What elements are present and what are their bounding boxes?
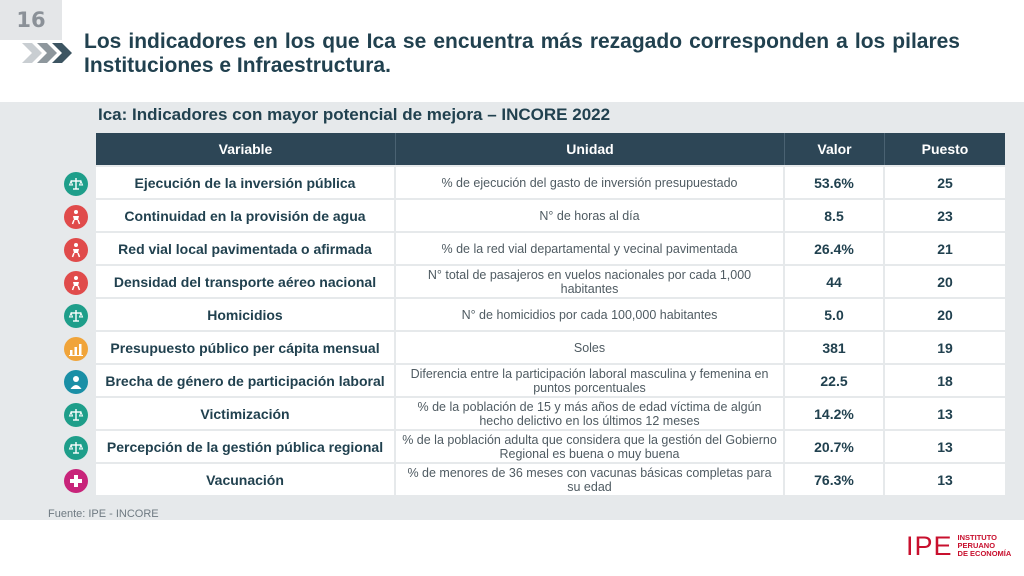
logo-text: INSTITUTO PERUANO DE ECONOMÍA <box>957 533 1012 558</box>
cell-puesto: 19 <box>885 330 1005 363</box>
cell-variable: Vacunación <box>96 462 396 495</box>
cell-puesto: 23 <box>885 198 1005 231</box>
cell-valor: 20.7% <box>785 429 885 462</box>
cell-unidad: N° de homicidios por cada 100,000 habitantes <box>396 297 785 330</box>
cell-puesto: 18 <box>885 363 1005 396</box>
scales-icon <box>64 172 88 196</box>
header-variable: Variable <box>96 133 396 165</box>
source-note: Fuente: IPE - INCORE <box>48 508 159 520</box>
cell-variable: Victimización <box>96 396 396 429</box>
cell-valor: 26.4% <box>785 231 885 264</box>
cell-unidad: % de la población adulta que considera que la gestión del Gobierno Regional es buena o muy buena <box>396 429 785 462</box>
cell-unidad: % de la población de 15 y más años de edad víctima de algún hecho delictivo en los últimos 12 meses <box>396 396 785 429</box>
health-cross-icon <box>64 469 88 493</box>
cell-unidad: Diferencia entre la participación laboral masculina y femenina en puntos porcentuales <box>396 363 785 396</box>
cell-valor: 44 <box>785 264 885 297</box>
cell-valor: 53.6% <box>785 165 885 198</box>
table-row <box>96 231 1005 264</box>
cell-puesto: 13 <box>885 462 1005 495</box>
cell-unidad: Soles <box>396 330 785 363</box>
cell-puesto: 20 <box>885 297 1005 330</box>
table-row <box>96 165 1005 198</box>
cell-variable: Ejecución de la inversión pública <box>96 165 396 198</box>
cell-variable: Red vial local pavimentada o afirmada <box>96 231 396 264</box>
table-row <box>96 363 1005 396</box>
cell-unidad: N° de horas al día <box>396 198 785 231</box>
cell-unidad: % de menores de 36 meses con vacunas básicas completas para su edad <box>396 462 785 495</box>
table-row <box>96 297 1005 330</box>
cell-puesto: 20 <box>885 264 1005 297</box>
pillar-icons-column <box>62 167 90 497</box>
cell-variable: Homicidios <box>96 297 396 330</box>
table-row <box>96 330 1005 363</box>
infrastructure-icon <box>64 238 88 262</box>
table-row <box>96 264 1005 297</box>
table-row <box>96 462 1005 495</box>
page-number: 16 <box>0 0 62 40</box>
cell-valor: 381 <box>785 330 885 363</box>
cell-valor: 22.5 <box>785 363 885 396</box>
ipe-logo <box>906 532 1011 560</box>
table-title: Ica: Indicadores con mayor potencial de mejora – INCORE 2022 <box>98 105 611 124</box>
header-valor: Valor <box>785 133 885 165</box>
scales-icon <box>64 304 88 328</box>
cell-variable: Presupuesto público per cápita mensual <box>96 330 396 363</box>
cell-unidad: N° total de pasajeros en vuelos nacionales por cada 1,000 habitantes <box>396 264 785 297</box>
table-row <box>96 429 1005 462</box>
cell-puesto: 25 <box>885 165 1005 198</box>
slide-headline: Los indicadores en los que Ica se encuentra más rezagado corresponden a los pilares Instituciones e Infraestructura. <box>84 30 960 77</box>
table-row <box>96 198 1005 231</box>
cell-puesto: 21 <box>885 231 1005 264</box>
table-row <box>96 396 1005 429</box>
infrastructure-icon <box>64 271 88 295</box>
cell-variable: Brecha de género de participación laboral <box>96 363 396 396</box>
logo-mark: IPE <box>906 531 953 561</box>
header-puesto: Puesto <box>885 133 1005 165</box>
indicators-table <box>96 133 1005 495</box>
cell-puesto: 13 <box>885 396 1005 429</box>
cell-puesto: 13 <box>885 429 1005 462</box>
cell-variable: Densidad del transporte aéreo nacional <box>96 264 396 297</box>
header-unidad: Unidad <box>396 133 785 165</box>
cell-valor: 14.2% <box>785 396 885 429</box>
cell-unidad: % de ejecución del gasto de inversión presupuestado <box>396 165 785 198</box>
cell-variable: Continuidad en la provisión de agua <box>96 198 396 231</box>
economy-chart-icon <box>64 337 88 361</box>
cell-unidad: % de la red vial departamental y vecinal pavimentada <box>396 231 785 264</box>
scales-icon <box>64 403 88 427</box>
scales-icon <box>64 436 88 460</box>
infrastructure-icon <box>64 205 88 229</box>
person-icon <box>64 370 88 394</box>
cell-valor: 5.0 <box>785 297 885 330</box>
cell-valor: 76.3% <box>785 462 885 495</box>
table-header-row <box>96 133 1005 165</box>
cell-variable: Percepción de la gestión pública regional <box>96 429 396 462</box>
cell-valor: 8.5 <box>785 198 885 231</box>
chevron-arrows-icon <box>22 43 72 63</box>
